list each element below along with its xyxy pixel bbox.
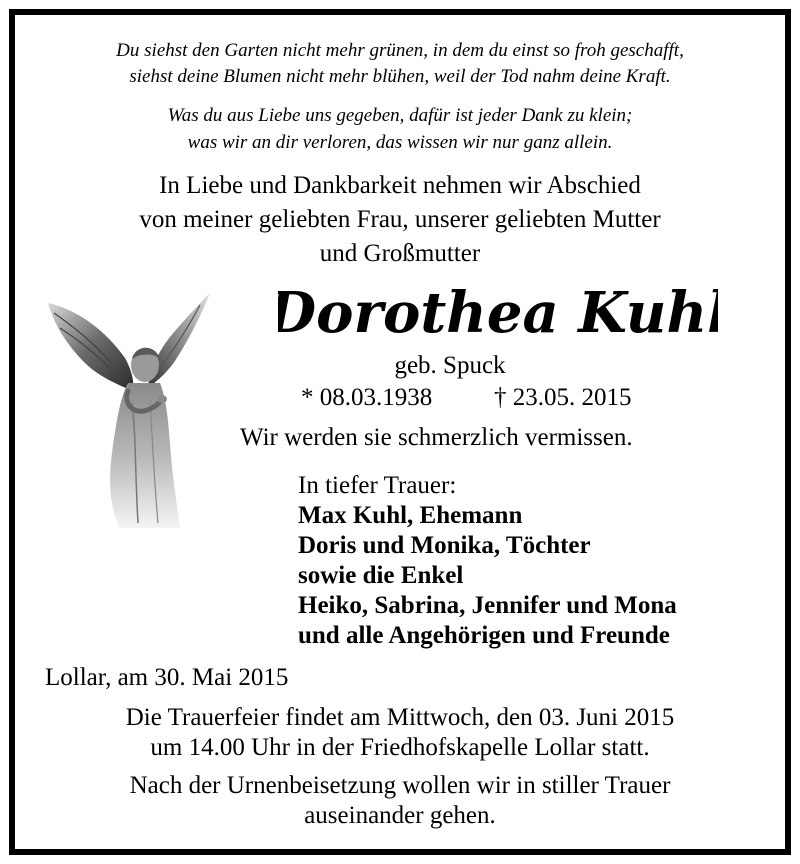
miss-statement: Wir werden sie schmerzlich vermissen. — [240, 424, 633, 451]
mourner-line: und alle Angehörigen und Freunde — [298, 622, 670, 649]
place-date: Lollar, am 30. Mai 2015 — [45, 664, 289, 691]
ceremony-line1: Die Trauerfeier findet am Mittwoch, den 03. Juni 2015 — [125, 704, 675, 731]
birth-date: * 08.03.1938 — [301, 384, 433, 411]
poem-stanza1-line1: Du siehst den Garten nicht mehr grünen, in dem du einst so froh geschafft, — [116, 40, 684, 61]
mourners-heading: In tiefer Trauer: — [298, 472, 457, 499]
mourner-line: Max Kuhl, Ehemann — [298, 502, 523, 529]
mourner-line: Doris und Monika, Töchter — [298, 532, 591, 559]
poem-stanza2-line1: Was du aus Liebe uns gegeben, dafür ist jeder Dank zu klein; — [167, 105, 633, 126]
poem-stanza1-line2: siehst deine Blumen nicht mehr blühen, weil der Tod nahm deine Kraft. — [129, 66, 671, 87]
poem-stanza2-line2: was wir an dir verloren, das wissen wir nur ganz allein. — [187, 132, 613, 153]
deceased-name — [278, 272, 718, 352]
closing-line1: Nach der Urnenbeisetzung wollen wir in stiller Trauer — [129, 772, 671, 799]
maiden-name: geb. Spuck — [394, 352, 506, 379]
intro-line1: In Liebe und Dankbarkeit nehmen wir Abschied — [159, 172, 641, 199]
death-date: † 23.05. 2015 — [494, 384, 632, 411]
mourner-line: sowie die Enkel — [298, 562, 464, 589]
deceased-name-text: Dorothea Kuhl — [278, 280, 718, 346]
intro-line2: von meiner geliebten Frau, unserer geliebten Mutter — [139, 206, 661, 233]
mourner-line: Heiko, Sabrina, Jennifer und Mona — [298, 592, 677, 619]
closing-line2: auseinander gehen. — [304, 802, 496, 829]
intro-line3: und Großmutter — [319, 240, 481, 267]
ceremony-line2: um 14.00 Uhr in der Friedhofskapelle Lollar statt. — [150, 734, 650, 761]
angel-statue-icon — [40, 283, 220, 533]
